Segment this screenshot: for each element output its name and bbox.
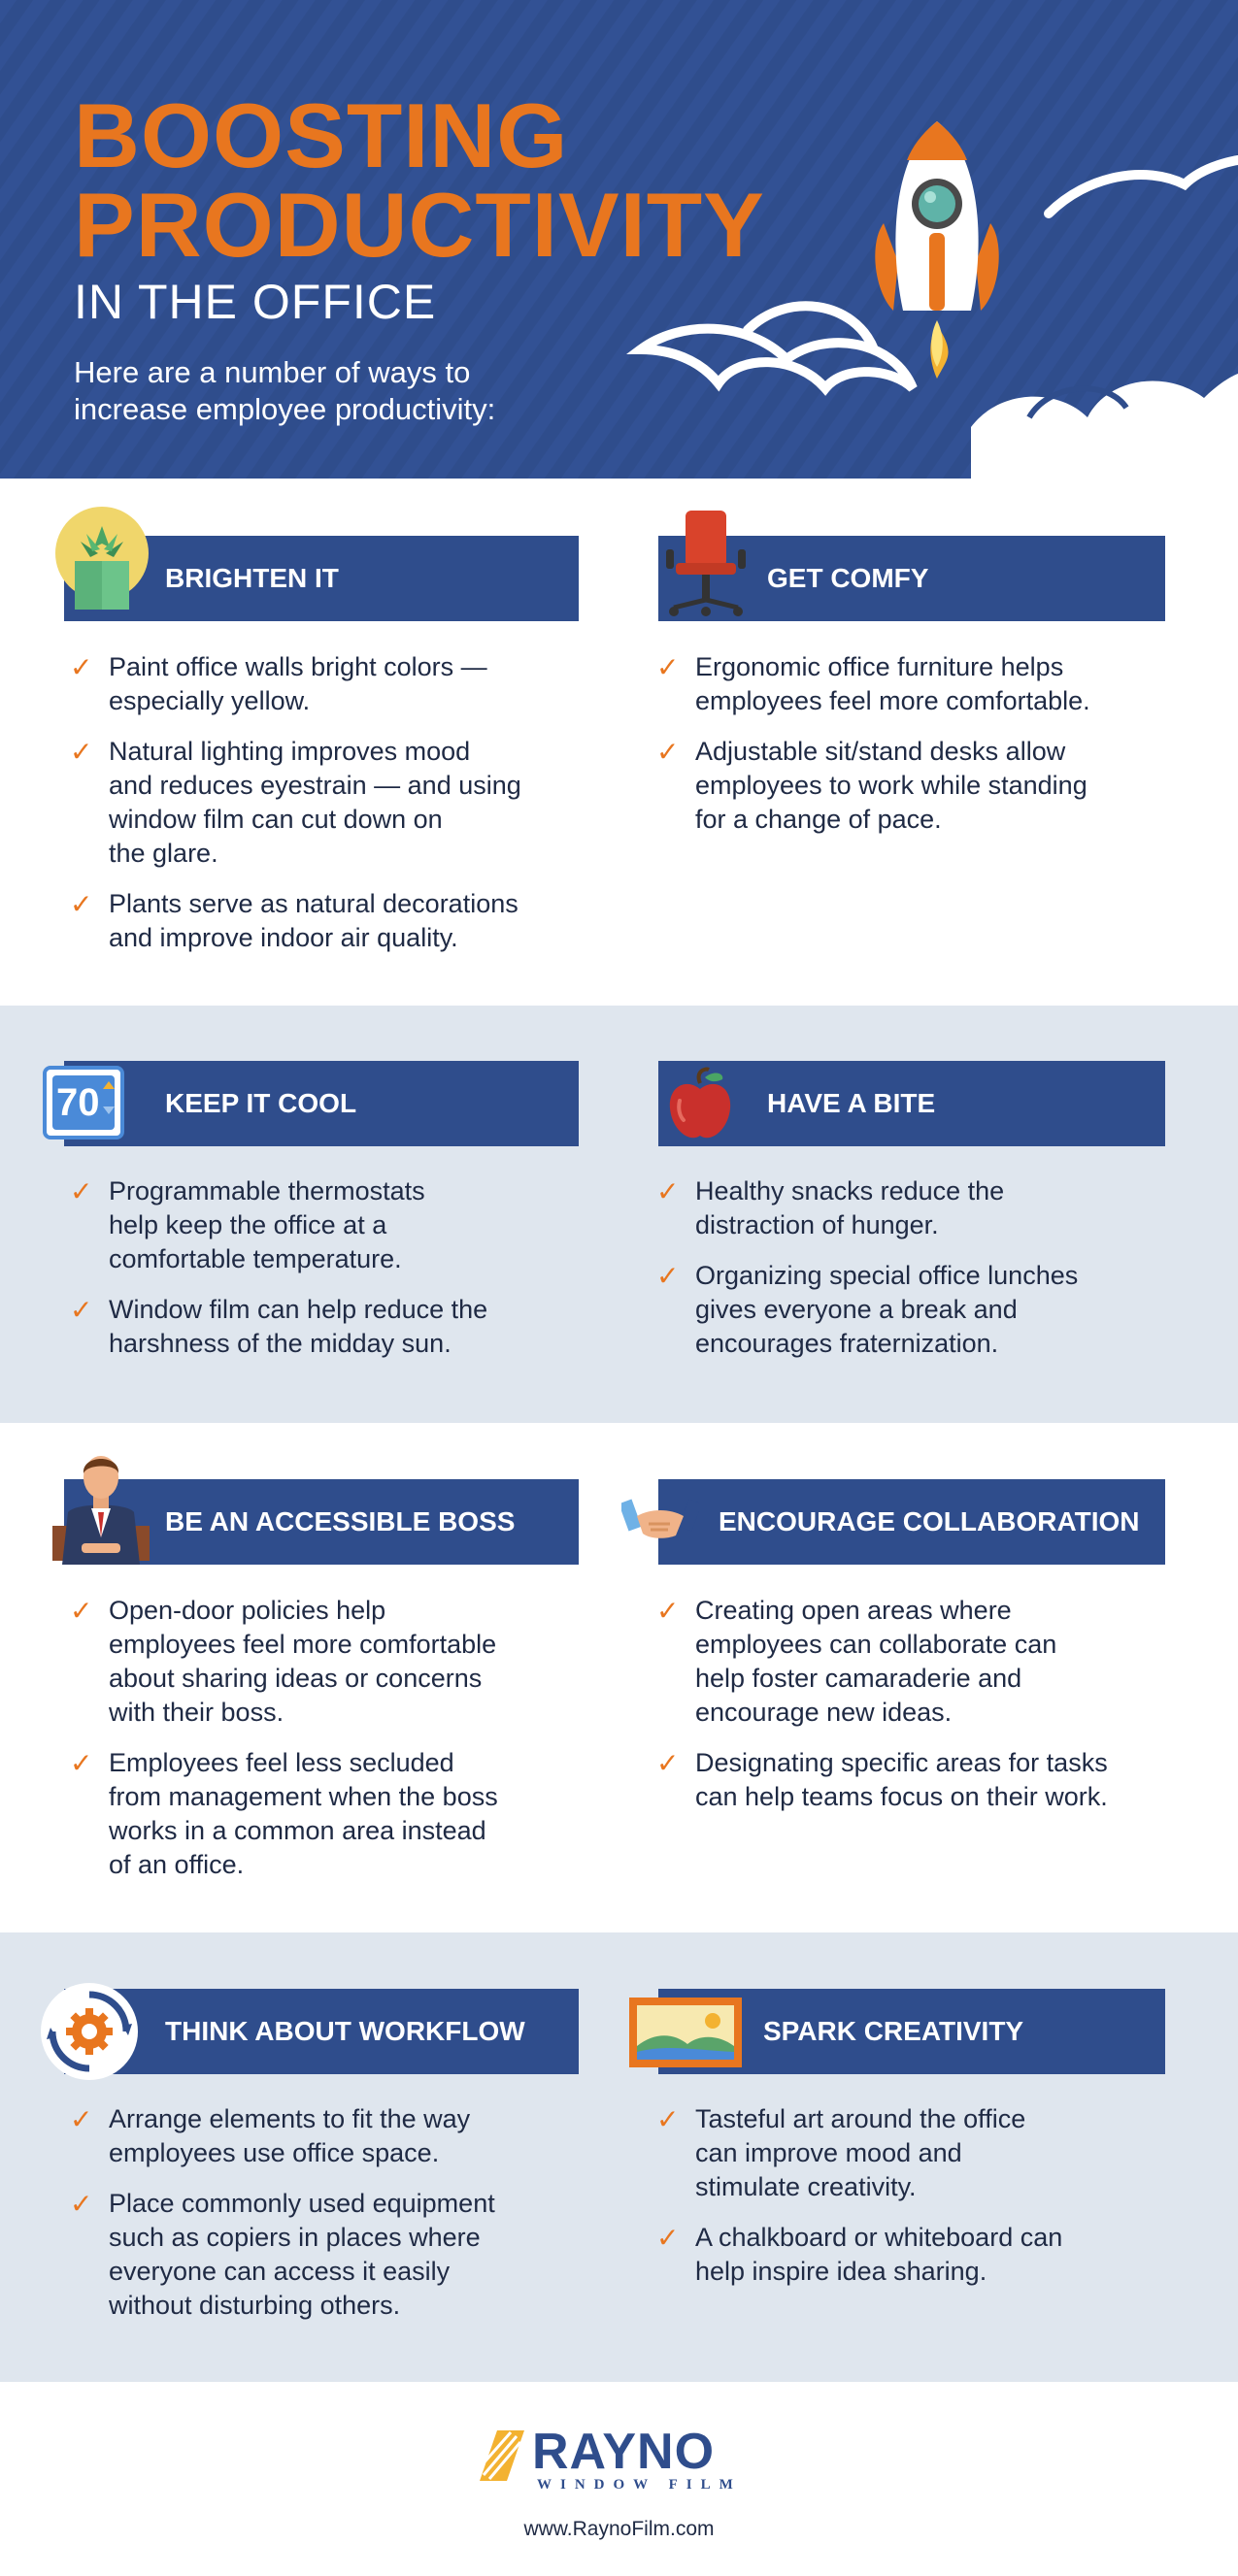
- checkmark-icon: ✓: [70, 2189, 93, 2219]
- heading-have-a-bite: HAVE A BITE: [658, 1061, 1165, 1146]
- heading-get-comfy: GET COMFY: [658, 536, 1165, 621]
- website-link[interactable]: www.RaynoFilm.com: [523, 2518, 715, 2540]
- checkmark-icon: ✓: [70, 652, 93, 682]
- list-item: ✓ Place commonly used equipment such as copiers in places where everyone can access it easily without disturbing others.: [70, 2189, 495, 2320]
- list-spark-creativity: [656, 2102, 1200, 2305]
- boss-icon: [49, 1444, 155, 1565]
- checkmark-icon: ✓: [70, 889, 93, 919]
- list-item: ✓ Paint office walls bright colors — especially yellow.: [70, 652, 487, 715]
- checkmark-icon: ✓: [70, 1295, 93, 1325]
- framed-art-icon: [627, 1996, 744, 2069]
- apple-icon: [666, 1066, 734, 1143]
- list-encourage-collaboration: [656, 1594, 1220, 1831]
- list-item: ✓ Adjustable sit/stand desks allow employees to work while standing for a change of pace.: [656, 737, 1087, 834]
- list-item: ✓ Employees feel less secluded from management when the boss works in a common area instead of an office.: [70, 1748, 498, 1879]
- footer: [0, 2382, 1238, 2576]
- checkmark-icon: ✓: [656, 1261, 680, 1291]
- list-item: ✓ A chalkboard or whiteboard can help inspire idea sharing.: [656, 2223, 1063, 2286]
- brand-name: RAYNO: [532, 2424, 716, 2480]
- list-item: ✓ Programmable thermostats help keep the office at a comfortable temperature.: [70, 1176, 425, 1273]
- list-item: ✓ Natural lighting improves mood and reduces eyestrain — and using window film can cut down on the glare.: [70, 737, 521, 868]
- intro-line-1: Here are a number of ways to: [74, 355, 471, 389]
- heading-spark-creativity: SPARK CREATIVITY: [658, 1989, 1165, 2074]
- heading-think-about-workflow: THINK ABOUT WORKFLOW: [64, 1989, 579, 2074]
- intro-line-2: increase employee productivity:: [74, 392, 496, 426]
- list-item: ✓ Plants serve as natural decorations and improve indoor air quality.: [70, 889, 519, 952]
- list-get-comfy: [656, 650, 1200, 853]
- handshake-icon: [621, 1497, 699, 1547]
- rayno-logo-mark: [468, 2427, 526, 2485]
- list-brighten-it: [70, 650, 594, 972]
- list-item: ✓ Tasteful art around the office can improve mood and stimulate creativity.: [656, 2104, 1026, 2201]
- list-item: ✓ Organizing special office lunches gives everyone a break and encourages fraternization.: [656, 1261, 1079, 1358]
- checkmark-icon: ✓: [656, 737, 680, 767]
- list-accessible-boss: [70, 1594, 594, 1899]
- checkmark-icon: ✓: [656, 1748, 680, 1778]
- checkmark-icon: ✓: [656, 652, 680, 682]
- checkmark-icon: ✓: [656, 2223, 680, 2253]
- heading-keep-it-cool: KEEP IT COOL: [64, 1061, 579, 1146]
- rocket-illustration: [602, 0, 1238, 479]
- heading-encourage-collaboration: ENCOURAGE COLLABORATION: [658, 1479, 1165, 1565]
- plant-icon: [53, 507, 151, 623]
- list-item: ✓ Ergonomic office furniture helps employees feel more comfortable.: [656, 652, 1090, 715]
- checkmark-icon: ✓: [70, 2104, 93, 2134]
- list-item: ✓ Designating specific areas for tasks can help teams focus on their work.: [656, 1748, 1108, 1811]
- header-banner: [0, 0, 1238, 479]
- list-item: ✓ Healthy snacks reduce the distraction of hunger.: [656, 1176, 1005, 1239]
- headline-line-3: IN THE OFFICE: [74, 275, 437, 329]
- checkmark-icon: ✓: [656, 1596, 680, 1626]
- list-item: ✓ Creating open areas where employees can collaborate can help foster camaraderie and encourage new ideas.: [656, 1596, 1057, 1727]
- list-item: ✓ Open-door policies help employees feel more comfortable about sharing ideas or concerns with their boss.: [70, 1596, 497, 1727]
- arrow-up-icon: [103, 1081, 115, 1089]
- checkmark-icon: ✓: [70, 737, 93, 767]
- arrow-down-icon: [103, 1106, 115, 1114]
- heading-accessible-boss: BE AN ACCESSIBLE BOSS: [64, 1479, 579, 1565]
- checkmark-icon: ✓: [70, 1176, 93, 1206]
- checkmark-icon: ✓: [70, 1748, 93, 1778]
- headline-line-1: BOOSTING: [74, 84, 569, 186]
- office-chair-icon: [662, 507, 750, 625]
- list-item: ✓ Window film can help reduce the harshness of the midday sun.: [70, 1295, 488, 1358]
- thermostat-display: 70: [52, 1075, 115, 1130]
- checkmark-icon: ✓: [70, 1596, 93, 1626]
- rocket-icon: [875, 121, 998, 379]
- brand-tagline: WINDOW FILM: [537, 2477, 742, 2493]
- list-think-about-workflow: [70, 2102, 594, 2339]
- checkmark-icon: ✓: [656, 1176, 680, 1206]
- list-have-a-bite: [656, 1174, 1200, 1377]
- heading-brighten-it: BRIGHTEN IT: [64, 536, 579, 621]
- checkmark-icon: ✓: [656, 2104, 680, 2134]
- gear-cycle-icon: [39, 1981, 140, 2082]
- list-keep-it-cool: [70, 1174, 594, 1377]
- list-item: ✓ Arrange elements to fit the way employees use office space.: [70, 2104, 471, 2167]
- headline-line-2: PRODUCTIVITY: [74, 174, 765, 276]
- thermostat-icon: [43, 1066, 124, 1139]
